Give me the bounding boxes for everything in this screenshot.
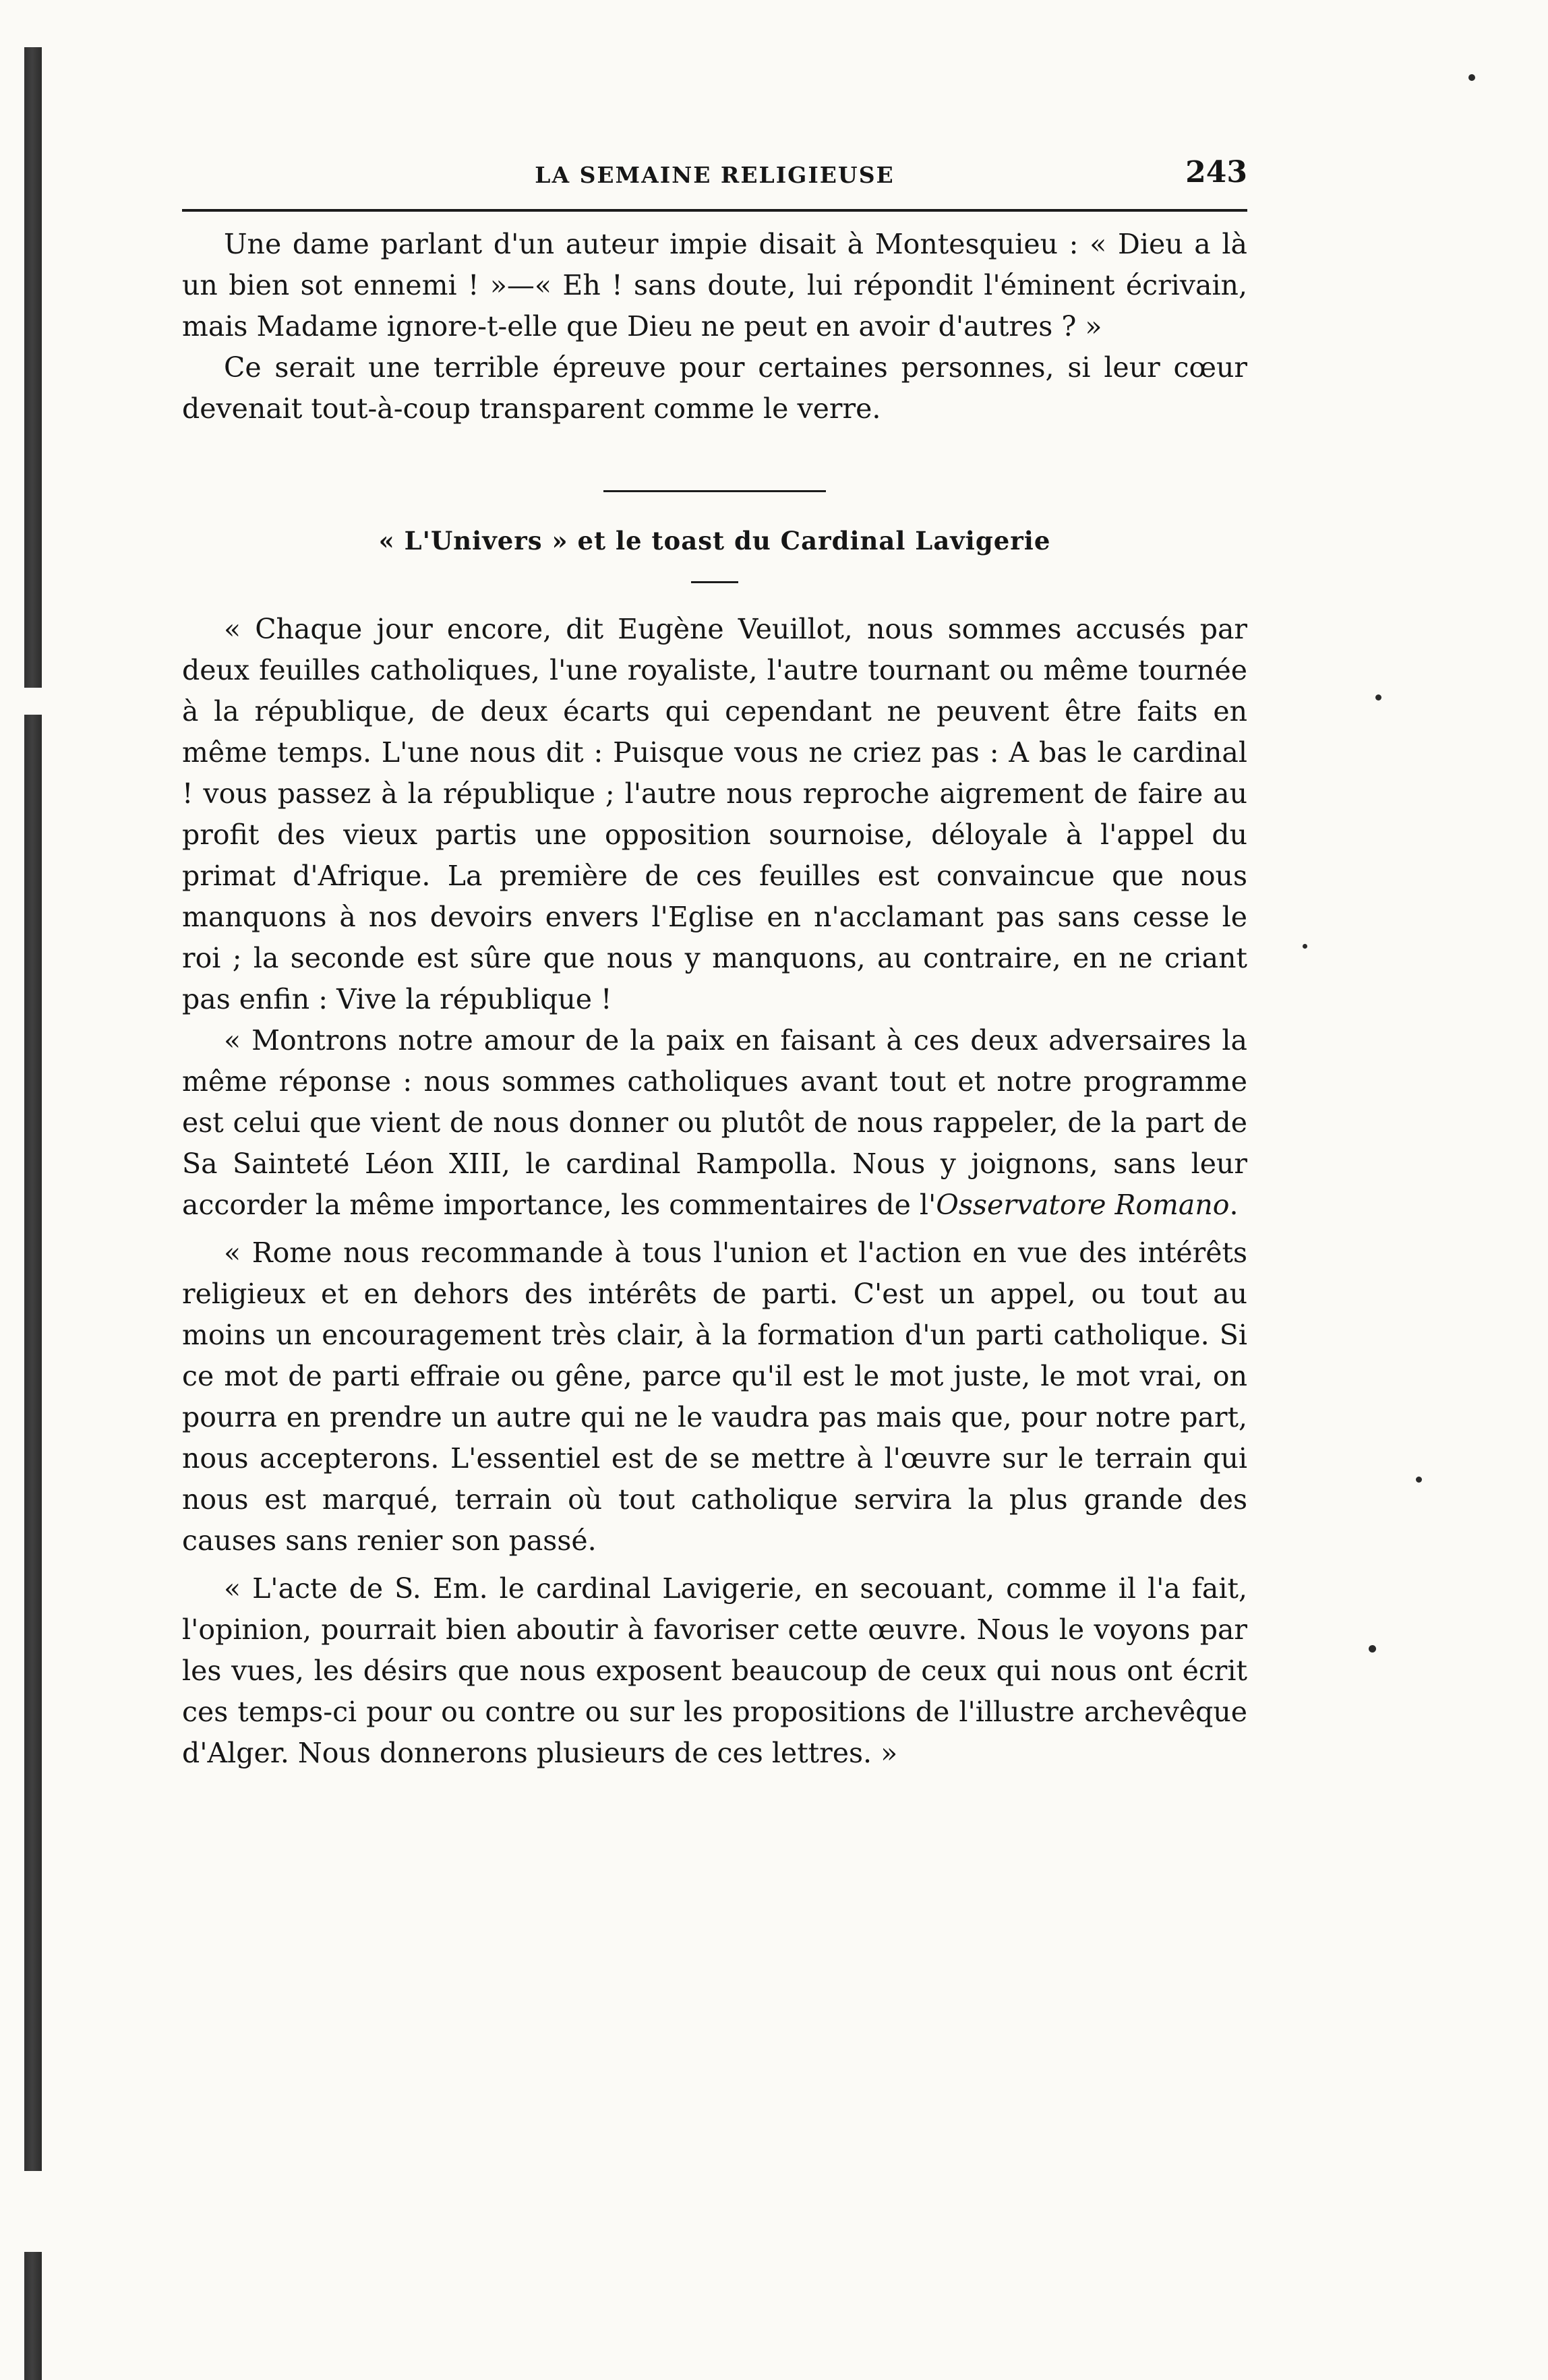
print-speck	[1468, 74, 1475, 81]
title-dash	[691, 581, 738, 583]
newspaper-title: Osservatore Romano	[936, 1189, 1230, 1221]
body-paragraph: « Rome nous recommande à tous l'union et l'action en vue des intérêts religieux et en dehors des intérêts de parti. C'est un appel, ou tout au moins un encouragement très clair, à la formation d'un parti catholique. Si ce mot de parti effraie ou gêne, parce qu'il est le mot juste, le mot vrai, on pourra en prendre un autre qui ne le vaudra pas mais que, pour notre part, nous accepterons. L'essentiel est de se mettre à l'œuvre sur le terrain qui nous est marqué, terrain où tout catholique servira la plus grande des causes sans renier son passé.	[182, 1237, 1247, 1557]
body-text: « Montrons notre amour de la paix en faisant à ces deux adversaires la même réponse : nous sommes catholiques avant tout et notre programme est celui que vient de nous donner ou plutôt de nous rappeler, de la part de Sa Sainteté Léon XIII, le cardinal Rampolla. Nous y joignons, sans leur accorder la même importance, les commentaires de l'	[182, 1024, 1247, 1221]
book-binding-edge	[24, 47, 42, 2380]
page-content	[182, 155, 1247, 1774]
body-paragraph: « L'acte de S. Em. le cardinal Lavigerie, en secouant, comme il l'a fait, l'opinion, pourrait bien aboutir à favoriser cette œuvre. Nous le voyons par les vues, les désirs que nous exposent beaucoup de ceux qui nous ont écrit ces temps-ci pour ou contre ou sur les propositions de l'illustre archevêque d'Alger. Nous donnerons plusieurs de ces lettres. »	[182, 1572, 1247, 1769]
header-rule	[182, 209, 1247, 212]
paragraph-gap	[182, 1226, 1247, 1232]
running-head	[182, 155, 1247, 202]
body-paragraph	[182, 1020, 1247, 1226]
section-title: « L'Univers » et le toast du Cardinal Lavigerie	[378, 526, 1051, 556]
binding-gap	[24, 688, 42, 715]
print-speck	[1416, 1477, 1422, 1483]
paragraph-gap	[182, 1561, 1247, 1568]
body-text: .	[1229, 1189, 1239, 1221]
print-speck	[1369, 1645, 1376, 1653]
print-speck	[1375, 694, 1381, 701]
section-separator	[603, 490, 826, 492]
intro-paragraph: Ce serait une terrible épreuve pour certaines personnes, si leur cœur devenait tout-à-coup transparent comme le verre.	[182, 351, 1247, 425]
running-title: LA SEMAINE RELIGIEUSE	[535, 162, 895, 188]
print-speck	[1303, 944, 1307, 949]
intro-paragraph: Une dame parlant d'un auteur impie disait à Montesquieu : « Dieu a là un bien sot ennemi ! »—« Eh ! sans doute, lui répondit l'éminent écrivain, mais Madame ignore-t-elle que Dieu ne peut en avoir d'autres ? »	[182, 228, 1247, 343]
body-paragraph: « Chaque jour encore, dit Eugène Veuillot, nous sommes accusés par deux feuilles catholiques, l'une royaliste, l'autre tournant ou même tournée à la république, de deux écarts qui cependant ne peuvent être faits en même temps. L'une nous dit : Puisque vous ne criez pas : A bas le cardinal ! vous passez à la république ; l'autre nous reproche aigrement de faire au profit des vieux partis une opposition sournoise, déloyale à l'appel du primat d'Afrique. La première de ces feuilles est convaincue que nous manquons à nos devoirs envers l'Eglise en n'acclamant pas sans cesse le roi ; la seconde est sûre que nous y manquons, au contraire, en ne criant pas enfin : Vive la république !	[182, 613, 1247, 1015]
page-number: 243	[1185, 155, 1247, 189]
binding-gap	[24, 2171, 42, 2252]
